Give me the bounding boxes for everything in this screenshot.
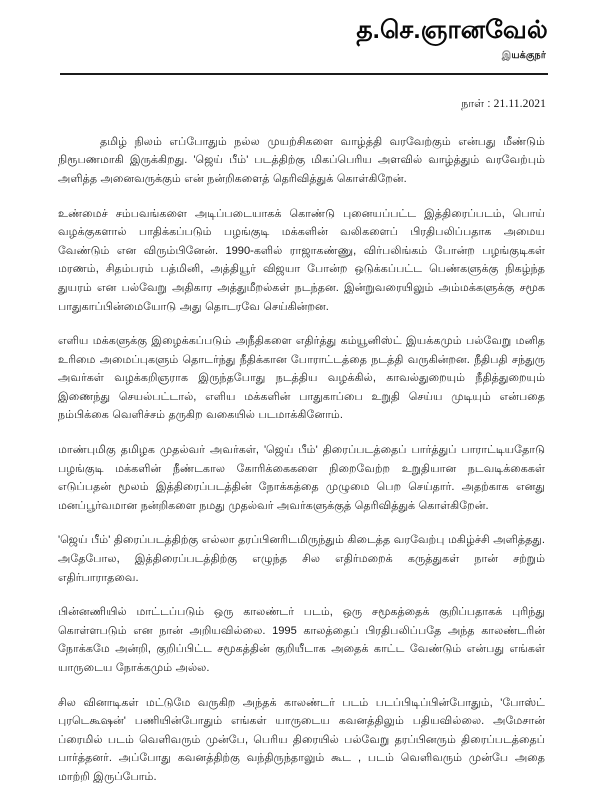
date-line (0, 98, 600, 112)
letterhead (0, 0, 600, 62)
paragraph-7: சில வினாடிகள் மட்டுமே வருகிற அந்தக் காலண்டர் படம் படப்பிடிப்பின்போதும், 'போஸ்ட் புரடெகூஷன்' பணியின்போதும் எங்கள் யாருடைய கவனத்திலும் பதியவில்லை. அமேசான் ப்ரைமில் படம் வெளிவரும் முன்பே, பெரிய திரையில் பல்வேறு தரப்பினரும் திரைப்படத்தைப் பார்த்தனர். அப்போது கவனத்திற்கு வந்திருந்தாலும் கூட , படம் வெளிவரும் முன்பே அதை மாற்றி இருப்போம். (58, 696, 545, 783)
date-label: நாள் (461, 97, 485, 110)
body-copy (0, 133, 600, 787)
author-name: த.செ.ஞானவேல் (356, 16, 548, 44)
author-role: இயக்குநர் (501, 49, 546, 61)
paragraph-5: 'ஜெய் பீம்' திரைப்படத்திற்கு எல்லா தரப்பினரிடமிருந்தும் கிடைத்த வரவேற்பு மகிழ்ச்சி அளித்தது. அதேபோல, இத்திரைப்படத்திற்கு எழுந்த சில எதிர்மறைக் கருத்துகள் நான் சற்றும் எதிர்பாராதவை. (58, 534, 545, 584)
letterhead-divider-wrap (0, 73, 600, 75)
paragraph-2: உண்மைச் சம்பவங்களை அடிப்படையாகக் கொண்டு புனையப்பட்ட இத்திரைப்படம், பொய் வழக்குகளால் பாதிக்கப்படும் பழங்குடி மக்களின் வலிகளைப் பிரதிபலிப்பதாக அமைய வேண்டும் என விரும்பினேன். 1990-களில் ராஜாகண்ணு, விர்பலிங்கம் போன்ற பழங்குடிகள் மரணம், சிதம்பரம் பத்மினி, அத்தியூர் விஜயா போன்ற ஒடுக்கப்பட்ட பெண்களுக்கு நிகழ்ந்த துயரம் என பல்வேறு அதிகார அத்துமீறல்கள் நடந்தன. இன்றுவரையிலும் அம்மக்களுக்கு சமூக பாதுகாப்பின்மையோடு அது தொடரவே செய்கின்றன. (58, 207, 545, 313)
paragraph-6: பின்னணியில் மாட்டப்படும் ஒரு காலண்டர் படம், ஒரு சமூகத்தைக் குறிப்பதாகக் புரிந்து கொள்ளபடும் என நான் அறியவில்லை. 1995 காலத்தைப் பிரதிபலிப்பதே அந்த காலண்டரின் நோக்கமே அன்றி, குறிப்பிட்ட சமூகத்தின் குறியீடாக அதைக் காட்ட வேண்டும் என்பது எங்கள் யாருடைய நோக்கமும் அல்ல. (58, 606, 545, 674)
date-value: 21.11.2021 (493, 97, 546, 110)
paragraph-3: எளிய மக்களுக்கு இழைக்கப்படும் அநீதிகளை எதிர்த்து கம்யூனிஸ்ட் இயக்கமும் பல்வேறு மனித உரிமை அமைப்புகளும் தொடர்ந்து நீதிக்கான போராட்டத்தை நடத்தி வருகின்றன. நீதிபதி சந்துரு அவர்கள் வழக்கறிஞராக இருந்தபோது நடத்திய வழக்கில், காவல்துறையும் நீதித்துறையும் இணைந்து செயல்பட்டால், எளிய மக்களின் பாதுகாப்பை உறுதி செய்ய முடியும் என்பதை நம்பிக்கை வெளிச்சம் தருகிற வகையில் படமாக்கினோம். (58, 335, 545, 422)
paragraph-1: தமிழ் நிலம் எப்போதும் நல்ல முயற்சிகளை வாழ்த்தி வரவேற்கும் என்பது மீண்டும் நிரூபணமாகி இருக்கிறது. 'ஜெய் பீம்' படத்திற்கு மிகப்பெரிய அளவில் வாழ்த்தும் வரவேற்பும் அளித்த அனைவருக்கும் என் நன்றிகளைத் தெரிவித்துக் கொள்கிறேன். (58, 135, 545, 185)
date-separator: : (484, 97, 494, 110)
paragraph-4: மாண்புமிகு தமிழக முதல்வர் அவர்கள், 'ஜெய் பீம்' திரைப்படத்தைப் பார்த்துப் பாராட்டியதோடு பழங்குடி மக்களின் நீண்டகால கோரிக்கைகளை நிறைவேற்ற உறுதியான நடவடிக்கைகள் எடுப்பதன் மூலம் இத்திரைப்படத்தின் நோக்கத்தை முழுமை பெற செய்தார். அதற்காக எனது மனப்பூர்வமான நன்றிகளை நமது முதல்வர் அவர்களுக்குத் தெரிவித்துக் கொள்கிறேன். (58, 444, 545, 512)
horizontal-divider (60, 73, 548, 75)
